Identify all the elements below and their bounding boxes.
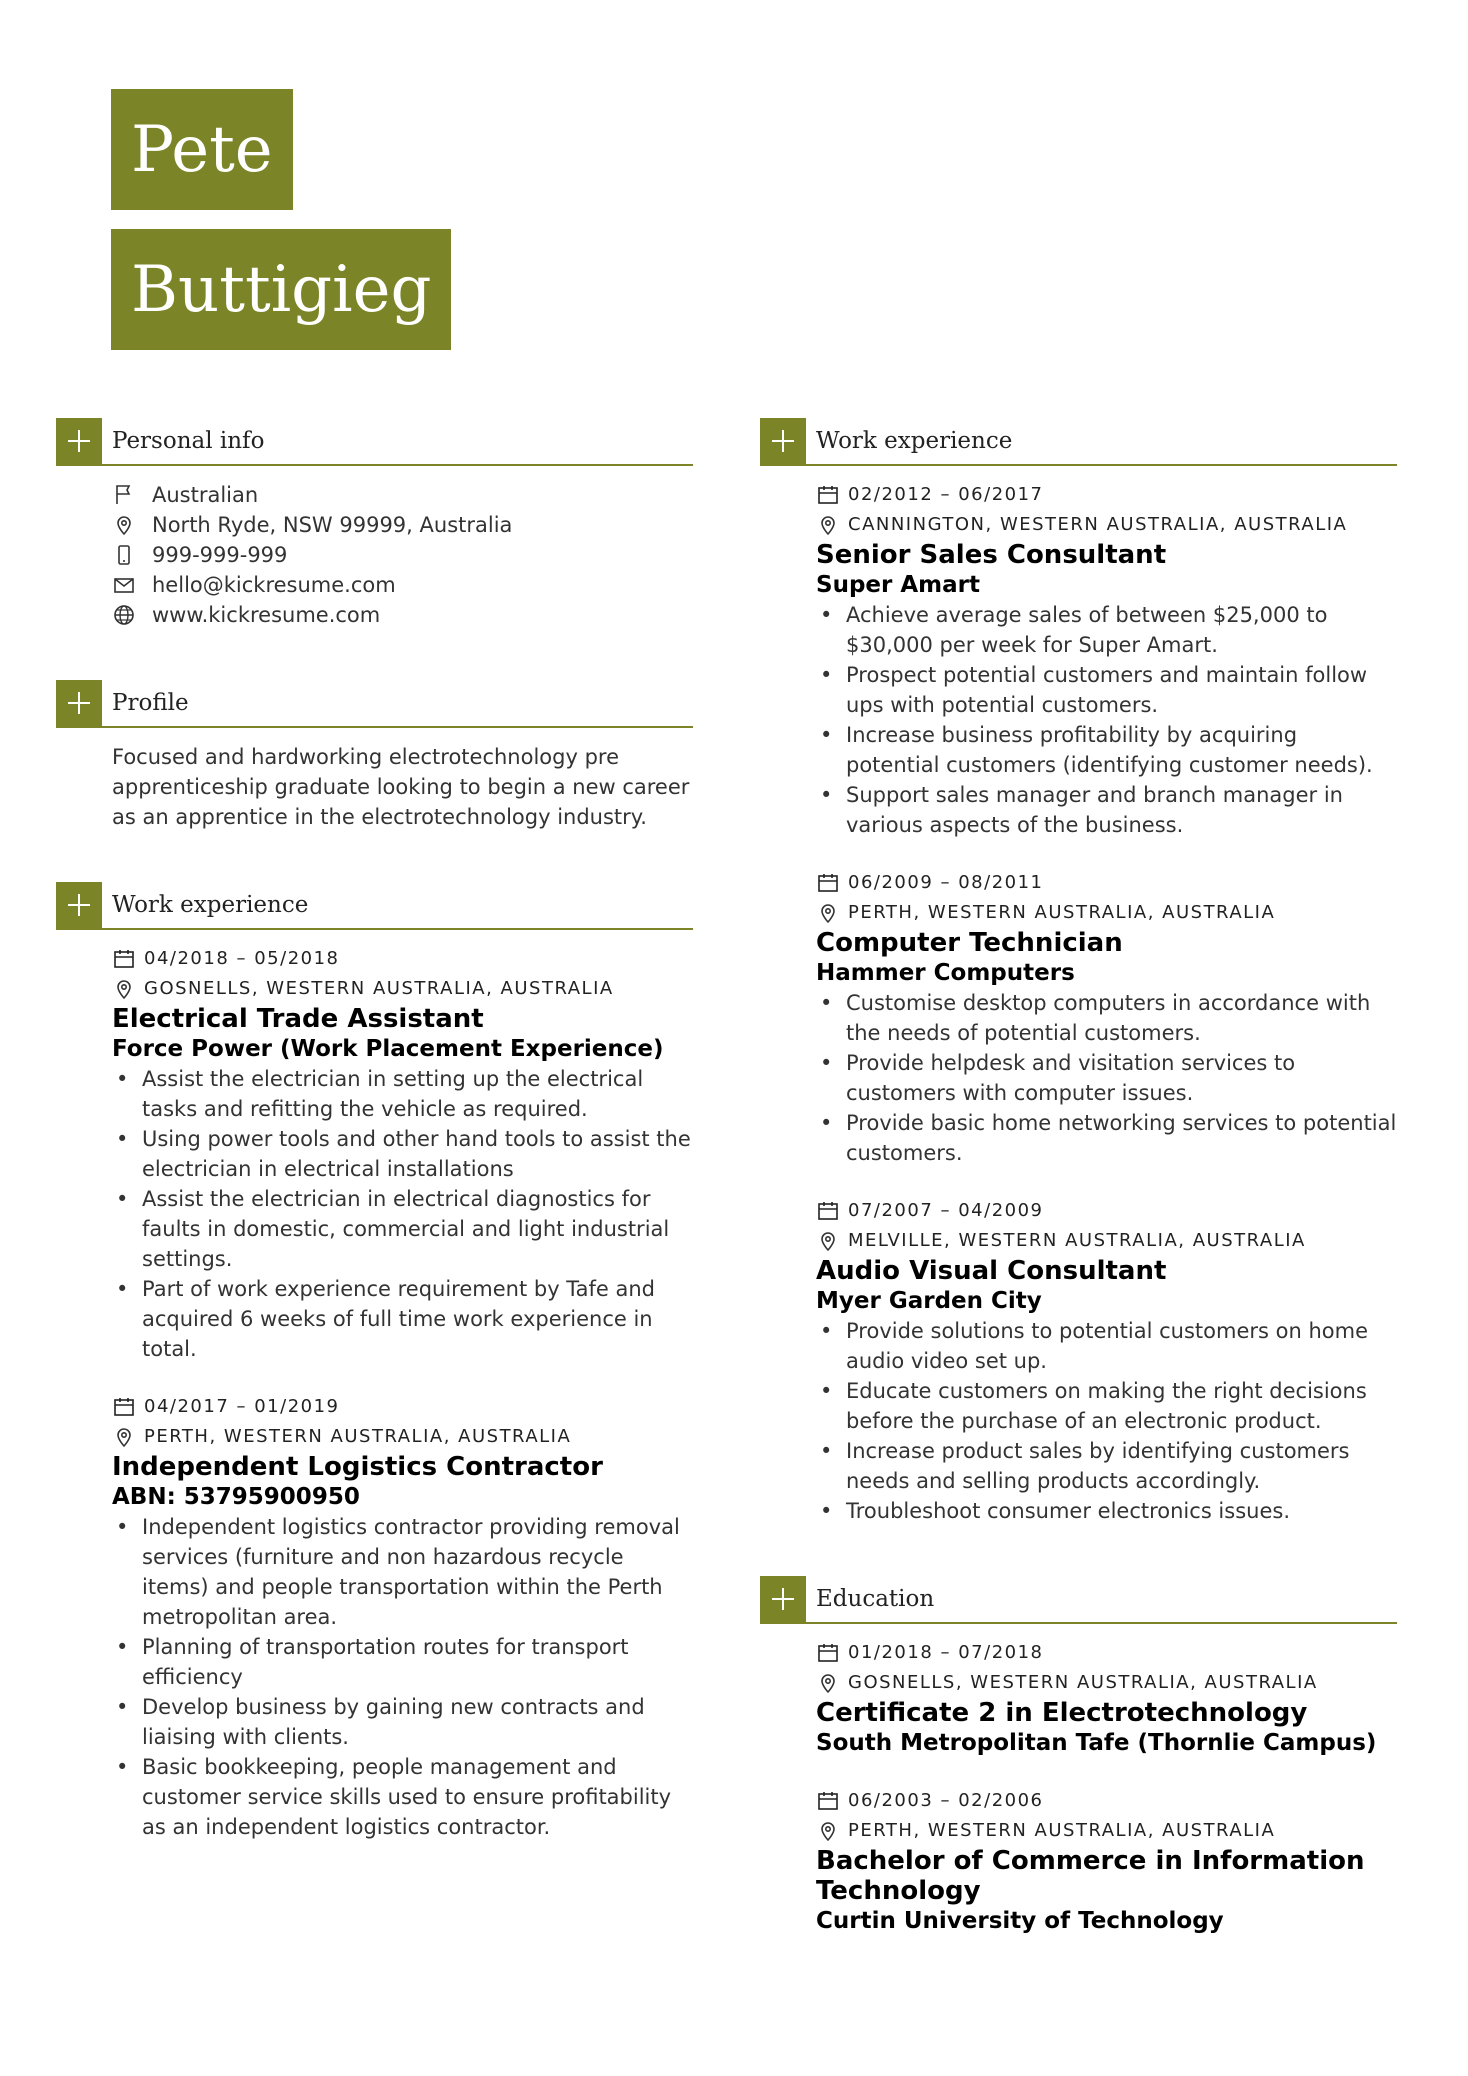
calendar-icon	[112, 1395, 136, 1419]
bullet-item: • Achieve average sales of between $25,000 to $30,000 per week for Super Amart.	[816, 600, 1397, 660]
date-range: 04/2017 – 01/2019	[144, 1396, 340, 1417]
entry-dates	[816, 868, 1397, 898]
entry-organization: Myer Garden City	[816, 1288, 1042, 1314]
location-text: GOSNELLS, WESTERN AUSTRALIA, AUSTRALIA	[848, 1672, 1318, 1693]
last-name-box	[111, 229, 451, 350]
personal-info-item	[112, 480, 693, 510]
entry-dates	[816, 1786, 1397, 1816]
location-text: MELVILLE, WESTERN AUSTRALIA, AUSTRALIA	[848, 1230, 1306, 1251]
left-column	[56, 418, 693, 1892]
entry-dates	[816, 1638, 1397, 1668]
entry	[112, 944, 693, 1364]
entry	[816, 1638, 1397, 1758]
personal-info-section	[56, 418, 693, 630]
bullet-list	[816, 988, 1397, 1168]
envelope-icon	[112, 573, 136, 597]
entry	[816, 1196, 1397, 1526]
entry-title: Independent Logistics Contractor	[112, 1452, 603, 1482]
plus-icon	[760, 1576, 806, 1622]
entry-title: Certificate 2 in Electrotechnology	[816, 1698, 1308, 1728]
bullet-item: • Support sales manager and branch manager in various aspects of the business.	[816, 780, 1397, 840]
bullet-item: • Using power tools and other hand tools to assist the electrician in electrical installations	[112, 1124, 693, 1184]
bullet-item: • Provide helpdesk and visitation services to customers with computer issues.	[816, 1048, 1397, 1108]
calendar-icon	[816, 483, 840, 507]
location-pin-icon	[816, 901, 840, 925]
section-header	[56, 418, 693, 466]
personal-info-item	[112, 600, 693, 630]
location-pin-icon	[112, 1425, 136, 1449]
entry-organization: South Metropolitan Tafe (Thornlie Campus)	[816, 1730, 1377, 1756]
bullet-item: • Basic bookkeeping, people management and customer service skills used to ensure profitability as an independent logistics contractor.	[112, 1752, 693, 1842]
entry-location	[112, 1422, 693, 1452]
section-header	[56, 680, 693, 728]
flag-icon	[112, 483, 136, 507]
bullet-item: • Increase product sales by identifying customers needs and selling products accordingly.	[816, 1436, 1397, 1496]
section-header	[760, 418, 1397, 466]
entry-location	[816, 1668, 1397, 1698]
entry	[112, 1392, 693, 1842]
entry-organization: Force Power (Work Placement Experience)	[112, 1036, 664, 1062]
bullet-list	[112, 1064, 693, 1364]
location-pin-icon	[816, 1671, 840, 1695]
bullet-item: • Educate customers on making the right decisions before the purchase of an electronic product.	[816, 1376, 1397, 1436]
bullet-item: • Assist the electrician in electrical diagnostics for faults in domestic, commercial and light industrial settings.	[112, 1184, 693, 1274]
bullet-item: • Part of work experience requirement by Tafe and acquired 6 weeks of full time work experience in total.	[112, 1274, 693, 1364]
entry-title: Electrical Trade Assistant	[112, 1004, 484, 1034]
calendar-icon	[112, 947, 136, 971]
location-text: PERTH, WESTERN AUSTRALIA, AUSTRALIA	[848, 902, 1276, 923]
personal-info-text: 999-999-999	[152, 543, 288, 567]
section-title: Work experience	[112, 892, 309, 918]
calendar-icon	[816, 1641, 840, 1665]
work-experience-section-right	[760, 418, 1397, 1526]
section-title: Personal info	[112, 428, 265, 454]
phone-icon	[112, 543, 136, 567]
bullet-item: • Customise desktop computers in accordance with the needs of potential customers.	[816, 988, 1397, 1048]
bullet-list	[816, 600, 1397, 840]
personal-info-text: hello@kickresume.com	[152, 573, 396, 597]
bullet-item: • Independent logistics contractor providing removal services (furniture and non hazardous recycle items) and people transportation within the Perth metropolitan area.	[112, 1512, 693, 1632]
entry-location	[816, 1226, 1397, 1256]
location-text: PERTH, WESTERN AUSTRALIA, AUSTRALIA	[144, 1426, 572, 1447]
section-title: Education	[816, 1586, 935, 1612]
education-entries	[760, 1638, 1397, 1936]
profile-text: Focused and hardworking electrotechnology pre apprenticeship graduate looking to begin a new career as an apprentice in the electrotechnology industry.	[112, 745, 690, 829]
bullet-list	[816, 1316, 1397, 1526]
date-range: 04/2018 – 05/2018	[144, 948, 340, 969]
bullet-item: • Assist the electrician in setting up the electrical tasks and refitting the vehicle as required.	[112, 1064, 693, 1124]
entry	[816, 868, 1397, 1168]
location-text: GOSNELLS, WESTERN AUSTRALIA, AUSTRALIA	[144, 978, 614, 999]
entry-title: Computer Technician	[816, 928, 1123, 958]
location-text: PERTH, WESTERN AUSTRALIA, AUSTRALIA	[848, 1820, 1276, 1841]
personal-info-text: www.kickresume.com	[152, 603, 381, 627]
location-pin-icon	[112, 977, 136, 1001]
date-range: 06/2009 – 08/2011	[848, 872, 1044, 893]
bullet-item: • Planning of transportation routes for transport efficiency	[112, 1632, 693, 1692]
location-pin-icon	[816, 1229, 840, 1253]
entry-location	[816, 510, 1397, 540]
calendar-icon	[816, 871, 840, 895]
bullet-item: • Develop business by gaining new contracts and liaising with clients.	[112, 1692, 693, 1752]
location-pin-icon	[816, 1819, 840, 1843]
plus-icon	[56, 882, 102, 928]
education-section	[760, 1576, 1397, 1936]
section-title: Profile	[112, 690, 189, 716]
work-experience-section-left	[56, 882, 693, 1842]
entry-organization: Super Amart	[816, 572, 980, 598]
entry-dates	[816, 480, 1397, 510]
bullet-item: • Provide basic home networking services to potential customers.	[816, 1108, 1397, 1168]
calendar-icon	[816, 1789, 840, 1813]
personal-info-text: Australian	[152, 483, 259, 507]
location-text: CANNINGTON, WESTERN AUSTRALIA, AUSTRALIA	[848, 514, 1348, 535]
personal-info-list	[56, 480, 693, 630]
plus-icon	[56, 418, 102, 464]
date-range: 06/2003 – 02/2006	[848, 1790, 1044, 1811]
bullet-item: • Increase business profitability by acquiring potential customers (identifying customer needs).	[816, 720, 1397, 780]
globe-icon	[112, 603, 136, 627]
work-entries	[56, 944, 693, 1842]
entry-title: Senior Sales Consultant	[816, 540, 1167, 570]
personal-info-item	[112, 510, 693, 540]
bullet-list	[112, 1512, 693, 1842]
first-name: Pete	[131, 112, 273, 187]
first-name-box	[111, 89, 293, 210]
right-column	[760, 418, 1397, 1986]
plus-icon	[56, 680, 102, 726]
entry-dates	[112, 944, 693, 974]
entry-dates	[816, 1196, 1397, 1226]
date-range: 07/2007 – 04/2009	[848, 1200, 1044, 1221]
entry-location	[112, 974, 693, 1004]
bullet-item: • Provide solutions to potential customers on home audio video set up.	[816, 1316, 1397, 1376]
entry-location	[816, 898, 1397, 928]
work-entries	[760, 480, 1397, 1526]
bullet-item: • Prospect potential customers and maintain follow ups with potential customers.	[816, 660, 1397, 720]
entry-title: Bachelor of Commerce in Information Technology	[816, 1846, 1365, 1906]
entry-location	[816, 1816, 1397, 1846]
personal-info-item	[112, 540, 693, 570]
entry	[816, 1786, 1397, 1936]
entry-title: Audio Visual Consultant	[816, 1256, 1167, 1286]
personal-info-text: North Ryde, NSW 99999, Australia	[152, 513, 513, 537]
section-header	[760, 1576, 1397, 1624]
entry-organization: Hammer Computers	[816, 960, 1075, 986]
date-range: 02/2012 – 06/2017	[848, 484, 1044, 505]
date-range: 01/2018 – 07/2018	[848, 1642, 1044, 1663]
personal-info-item	[112, 570, 693, 600]
last-name: Buttigieg	[131, 252, 432, 327]
entry-organization: Curtin University of Technology	[816, 1908, 1224, 1934]
entry-dates	[112, 1392, 693, 1422]
bullet-item: • Troubleshoot consumer electronics issues.	[816, 1496, 1397, 1526]
location-pin-icon	[816, 513, 840, 537]
entry-organization: ABN: 53795900950	[112, 1484, 360, 1510]
section-title: Work experience	[816, 428, 1013, 454]
location-pin-icon	[112, 513, 136, 537]
calendar-icon	[816, 1199, 840, 1223]
plus-icon	[760, 418, 806, 464]
section-header	[56, 882, 693, 930]
entry	[816, 480, 1397, 840]
profile-section	[56, 680, 693, 832]
